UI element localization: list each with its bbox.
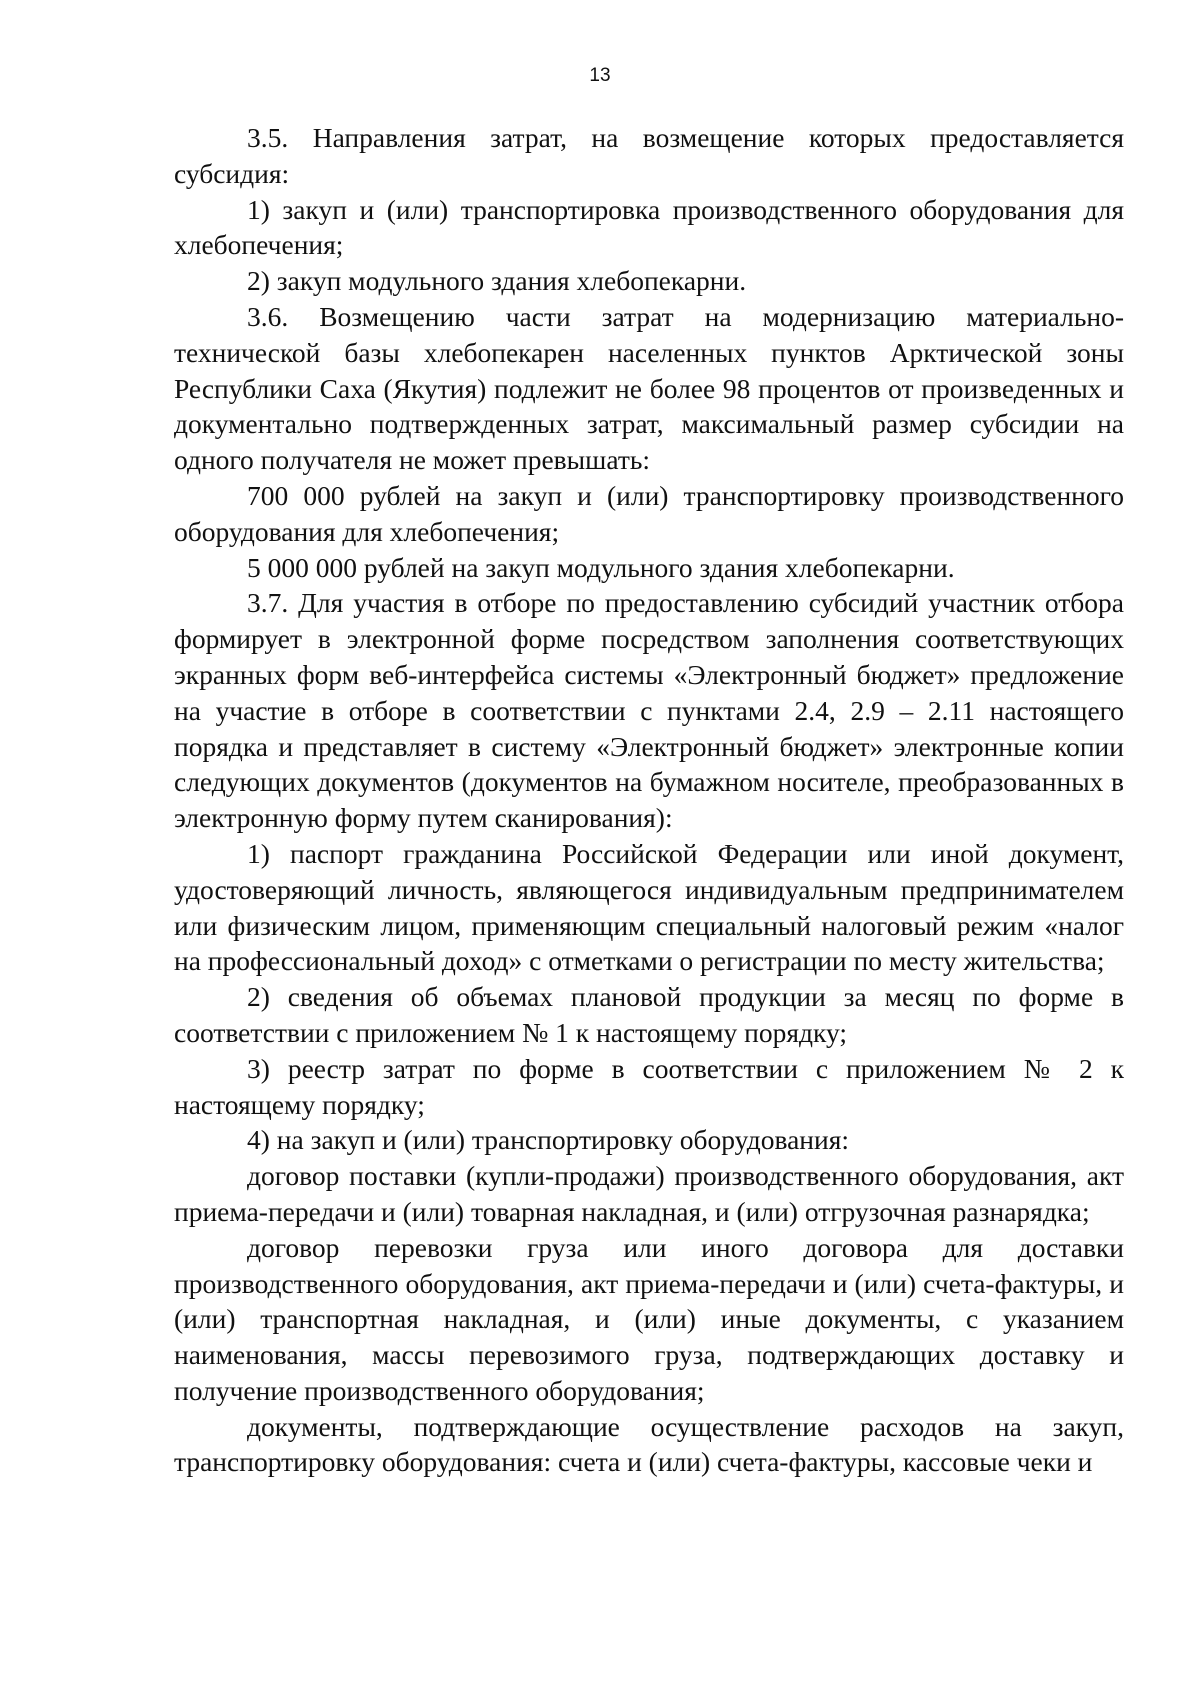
paragraph-3-5-item-2: 2) закуп модульного здания хлебопекарни. [247, 265, 747, 297]
paragraph-3-7-item-3: 3) реестр затрат по форме в соответствии с приложением № 2 к настоящему порядку; [174, 1052, 1124, 1120]
paragraph-supply-contract: договор поставки (купли-продажи) производственного оборудования, акт приема-передачи и (или) товарная накладная, и (или) отгрузочная разнарядка; [174, 1160, 1124, 1227]
paragraph-3-6-limit-equipment: 700 000 рублей на закуп и (или) транспортировку производственного оборудования для хлебопечения; [174, 479, 1124, 547]
paragraph-3-7-item-1: 1) паспорт гражданина Российской Федерации или иной документ, удостоверяющий личность, являющегося индивидуальным предпринимателем или физическим лицом, применяющим специальный налоговый режим «налог на профессиональный доход» с отметками о регистрации по месту жительства; [174, 837, 1124, 977]
paragraph-3-7-item-4: 4) на закуп и (или) транспортировку оборудования: [247, 1124, 849, 1156]
page-number: 13 [589, 65, 611, 86]
paragraph-transport-contract: договор перевозки груза или иного договора для доставки производственного оборудования, акт приема-передачи и (или) счета-фактуры, и (или) транспортная накладная, и (или) иные документы, с указанием наименования, массы перевозимого груза, подтверждающих доставку и получение производственного оборудования; [174, 1231, 1124, 1406]
paragraph-3-6-limit-building: 5 000 000 рублей на закуп модульного здания хлебопекарни. [247, 551, 955, 583]
paragraph-3-7: 3.7. Для участия в отборе по предоставлению субсидий участник отбора формирует в электронной форме посредством заполнения соответствующих экранных форм веб-интерфейса системы «Электронный бюджет» предложение на участие в отборе в соответствии с пунктами 2.4, 2.9 – 2.11 настоящего порядка и представляет в систему «Электронный бюджет» электронные копии следующих документов (документов на бумажном носителе, преобразованных в электронную форму путем сканирования): [174, 587, 1124, 834]
paragraph-3-5-item-1: 1) закуп и (или) транспортировка производственного оборудования для хлебопечения; [174, 193, 1124, 261]
paragraph-3-5: 3.5. Направления затрат, на возмещение которых предоставляется субсидия: [174, 122, 1124, 189]
document-body [174, 120, 1124, 1480]
paragraph-3-6: 3.6. Возмещению части затрат на модернизацию материально-технической базы хлебопекарен населенных пунктов Арктической зоны Республики Саха (Якутия) подлежит не более 98 процентов от произведенных и документально подтвержденных затрат, максимальный размер субсидии на одного получателя не может превышать: [174, 300, 1124, 476]
paragraph-expense-documents: документы, подтверждающие осуществление расходов на закуп, транспортировку оборудования: счета и (или) счета-фактуры, кассовые чеки и [174, 1410, 1124, 1478]
paragraph-3-7-item-2: 2) сведения об объемах плановой продукции за месяц по форме в соответствии с приложением № 1 к настоящему порядку; [174, 981, 1124, 1048]
